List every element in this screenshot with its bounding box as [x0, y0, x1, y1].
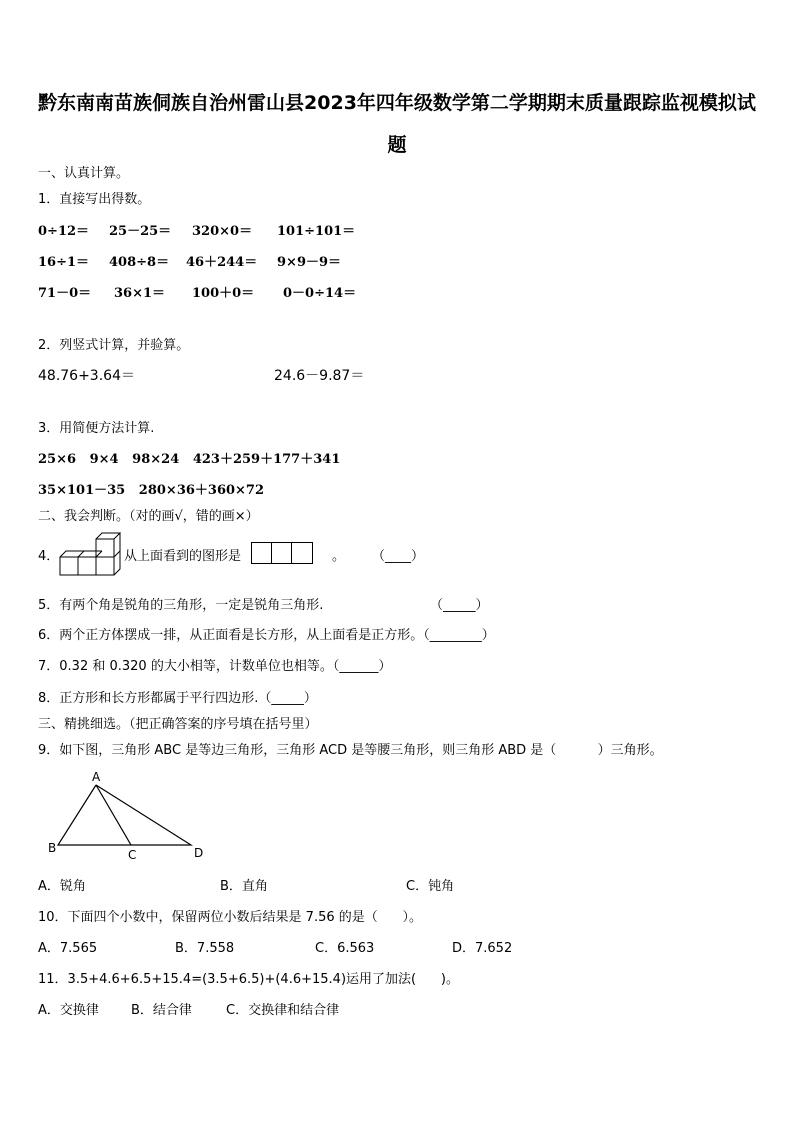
cube-edge [96, 533, 120, 539]
question-5-text: 5．有两个角是锐角的三角形，一定是锐角三角形. [38, 598, 324, 613]
q11-option-c[interactable]: C．交换律和结合律 [226, 1003, 340, 1018]
q9-option-b[interactable]: B．直角 [220, 879, 268, 894]
question-8-text: 8．正方形和长方形都属于平行四边形.（_____） [38, 691, 317, 706]
question-2-label: 2．列竖式计算，并验算。 [38, 338, 190, 353]
q9-option-a[interactable]: A．锐角 [38, 879, 86, 894]
section-heading-2: 二、我会判断。（对的画√，错的画×） [38, 509, 259, 524]
q11-option-a[interactable]: A．交换律 [38, 1003, 99, 1018]
calc-item: 101÷101＝ [277, 224, 356, 239]
page-title-line1: 黔东南南苗族侗族自治州雷山县2023年四年级数学第二学期期末质量跟踪监视模拟试 [38, 92, 756, 114]
calc-item: 9×9－9＝ [277, 255, 342, 270]
cube-face [78, 557, 96, 575]
top-view-square [272, 543, 292, 563]
simplify-calc-line-1: 25×6 9×4 98×24 423＋259＋177＋341 [38, 452, 341, 467]
question-4-text: 从上面看到的图形是 [124, 549, 242, 564]
question-1-label: 1．直接写出得数。 [38, 192, 151, 207]
calc-item: 36×1＝ [114, 286, 166, 301]
calc-item: 100＋0＝ [192, 286, 255, 301]
question-3-label: 3．用简便方法计算. [38, 421, 155, 436]
cube-edge [78, 551, 84, 557]
calc-row-1 [38, 220, 738, 238]
q10-option-b[interactable]: B．7.558 [175, 941, 235, 956]
question-11-text: 11．3.5+4.6+6.5+15.4=(3.5+6.5)+(4.6+15.4)运用了加法( )。 [38, 972, 459, 987]
q11-option-b[interactable]: B．结合律 [131, 1003, 192, 1018]
point-label-a: A [92, 770, 101, 784]
top-view-square [292, 543, 312, 563]
q10-option-c[interactable]: C．6.563 [315, 941, 375, 956]
calc-item: 16÷1＝ [38, 255, 90, 270]
point-label-d: D [194, 846, 204, 860]
question-4-number: 4． [38, 549, 60, 564]
calc-item: 320×0＝ [192, 224, 253, 239]
calc-item: 0－0÷14＝ [283, 286, 357, 301]
cube-edge [96, 551, 102, 557]
q9-option-c[interactable]: C．钝角 [406, 879, 455, 894]
vertical-calc-item-1: 48.76+3.64＝ [38, 368, 135, 384]
page-title-line2: 题 [387, 134, 407, 156]
question-7-text: 7．0.32 和 0.320 的大小相等，计数单位也相等。（______） [38, 659, 392, 674]
calc-item: 46＋244＝ [186, 255, 258, 270]
triangle-figure [46, 770, 216, 862]
question-5-answer-blank[interactable]: （_____） [430, 598, 489, 613]
triangle-abd-outline [58, 785, 191, 845]
vertical-calc-item-2: 24.6－9.87＝ [274, 368, 365, 384]
point-label-c: C [128, 848, 137, 862]
cube-stack-figure [58, 531, 124, 579]
q10-option-d[interactable]: D．7.652 [452, 941, 513, 956]
calc-item: 0÷12＝ [38, 224, 90, 239]
q10-option-a[interactable]: A．7.565 [38, 941, 98, 956]
question-10-text: 10．下面四个小数中，保留两位小数后结果是 7.56 的是（ ）。 [38, 910, 423, 925]
question-4-period: 。 [332, 549, 346, 564]
cube-face [60, 557, 78, 575]
calc-item: 71－0＝ [38, 286, 92, 301]
cube-edge [114, 551, 120, 557]
calc-item: 25－25＝ [109, 224, 172, 239]
section-heading-3: 三、精挑细选。（把正确答案的序号填在括号里） [38, 717, 318, 732]
cube-face [96, 557, 114, 575]
question-6-text: 6．两个正方体摆成一排，从正面看是长方形，从上面看是正方形。（________） [38, 628, 495, 643]
question-9-text: 9．如下图，三角形 ABC 是等边三角形，三角形 ACD 是等腰三角形，则三角形 ABD 是（ ）三角形。 [38, 743, 663, 758]
calc-row-2 [38, 251, 738, 269]
question-4-answer-blank[interactable]: （____） [372, 549, 425, 564]
calc-item: 408÷8＝ [109, 255, 170, 270]
segment-ac [96, 785, 131, 845]
simplify-calc-line-2: 35×101－35 280×36＋360×72 [38, 483, 265, 498]
calc-row-3 [38, 282, 738, 300]
top-view-square [252, 543, 272, 563]
section-heading-1: 一、认真计算。 [38, 166, 130, 181]
top-view-figure [251, 542, 313, 564]
point-label-b: B [48, 841, 57, 855]
